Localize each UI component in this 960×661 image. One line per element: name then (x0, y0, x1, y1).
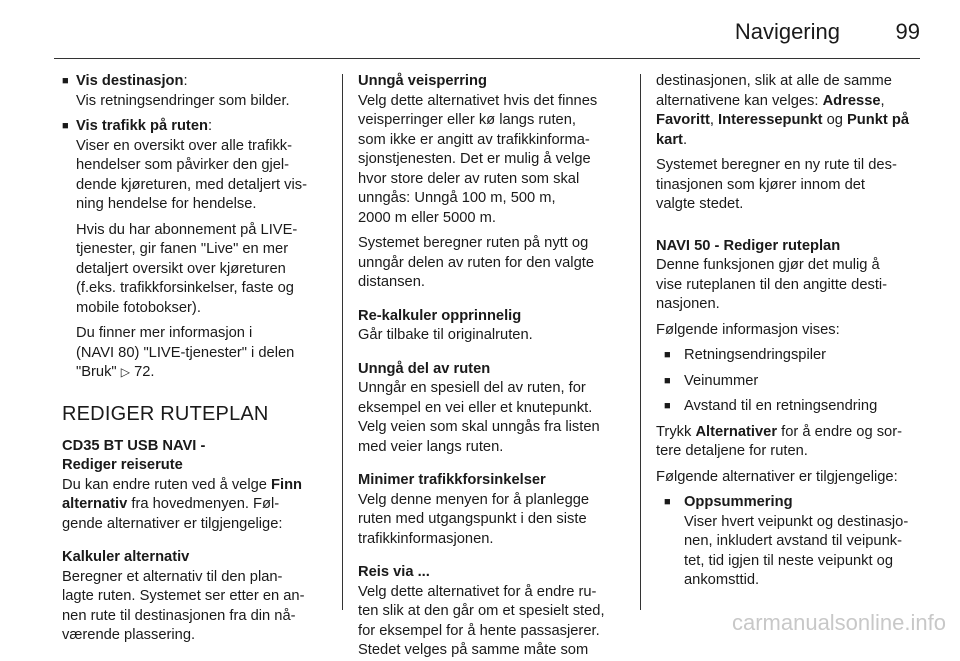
page-title: Navigering (734, 19, 840, 44)
right-arrow-icon[interactable]: ▷ (120, 365, 130, 379)
header-rule (54, 58, 920, 59)
bullet-square-icon: ■ (62, 120, 69, 132)
bullet-oppsummering: ■ Oppsummering (656, 493, 922, 513)
column-divider-1 (342, 74, 343, 610)
section-heading: REDIGER RUTEPLAN (62, 402, 269, 425)
bullet-vis-trafikk: ■ Vis trafikk på ruten: Viser en oversikt over alle trafikk- hendelser som påvirker den gjel- dende kjøreturen, med detaljert vis- ning hendelse for hendelse. Hvis du har abonnement på LIVE- tjenester, gir fanen "Live" en mer detaljert oversikt over kjøreturen (f.eks. trafikkforsinkelser, faste og mobile fotobokser). Du finner mer informasjon i (NAVI 80) "LIVE-tjenester" i delen "Bruk" ▷ 72. (62, 118, 308, 380)
column-2: Unngå veisperring Velg dette alternativet hvis det finnes veisperringer eller kø langs ruten, som ikke er angitt av trafikkinforma- sjonstjenesten. Det er mulig å velge hvor store deler av ruten som skal unngås: Unngå 100 m, 500 m, 2000 m eller 5000 m. Systemet beregner ruten på nytt og unngår delen av ruten for den valgte distansen. Re-kalkuler opprinnelig Går tilbake til originalruten. Unngå del av ruten Unngår en spesiell del av ruten, for eksempel en vei eller et knutepunkt. Velg veien som skal unngås fra listen med veier langs ruten. Minimer trafikkforsinkelser Velg denne menyen for å planlegge ruten med utgangspunkt i den siste trafikkinformasjonen. Reis via ... Velg dette alternativet for å endre ru- ten slik at den går om et spesielt sted, for eksempel for å hente passasjerer. Stedet velges på samme måte som (358, 73, 605, 658)
bullet-square-icon: ■ (664, 400, 671, 412)
xref-page[interactable]: 72. (134, 364, 155, 380)
page-header (0, 16, 960, 56)
watermark: carmanualsonline.info (731, 610, 946, 635)
bullet-vis-destinasjon: ■ Vis destinasjon: Vis retningsendringer som bilder. (62, 73, 290, 109)
list-item: ■ Retningsendringspiler (656, 346, 922, 366)
column-1: ■ Vis destinasjon: Vis retningsendringer som bilder. ■ Vis trafikk på ruten: Viser en oversikt over alle trafikk- hendelser som påvirker den gjel- dende kjøreturen, med detaljert vis- ning hendelse for hendelse. Hvis du har abonnement på LIVE- tjenester, gir fanen "Live" en mer detaljert oversikt over kjøreturen (f.eks. trafikkforsinkelser, faste og mobile fotobokser). Du finner mer informasjon i (NAVI 80) "LIVE-tjenester" i delen "Bruk" ▷ 72. REDIGER RUTEPLAN CD35 BT USB NAVI - Rediger reiserute Du kan endre ruten ved å velge Finn alternativ fra hovedmenyen. Føl- gende alternativer er tilgjengelige: Kalkuler alternativ Beregner et alternativ til den plan- lagte ruten. Systemet ser etter en an- nen rute til destinasjonen fra din nå- værende plassering. (62, 72, 334, 646)
bullet-square-icon: ■ (62, 75, 69, 87)
column-3: destinasjonen, slik at alle de samme alternativene kan velges: Adresse, Favoritt, Interessepunkt og Punkt på kart. Systemet beregner en ny rute til des- tinasjonen som kjører innom det valgte stedet. NAVI 50 - Rediger ruteplan Denne funksjonen gjør det mulig å vise ruteplanen til den angitte desti- nasjonen. Følgende informasjon vises: ■ Retningsendringspiler ■ Veinummer ■ Avstand til en retningsendring Trykk Alternativer for å endre og sor- tere detaljene for ruten. Følgende alternativer er tilgjengelige: ■ Oppsummering Viser hvert veipunkt og destinasjo- nen, inkludert avstand til veipunk- tet, tid igjen til neste veipunkt og ankomsttid. (656, 72, 922, 591)
page-number: 99 (895, 19, 920, 44)
column-divider-2 (640, 74, 641, 610)
list-item: ■ Veinummer (656, 372, 922, 392)
bullet-square-icon: ■ (664, 374, 671, 387)
list-item: ■ Avstand til en retningsendring (656, 397, 922, 417)
bullet-square-icon: ■ (664, 349, 671, 361)
bullet-square-icon: ■ (664, 496, 671, 508)
